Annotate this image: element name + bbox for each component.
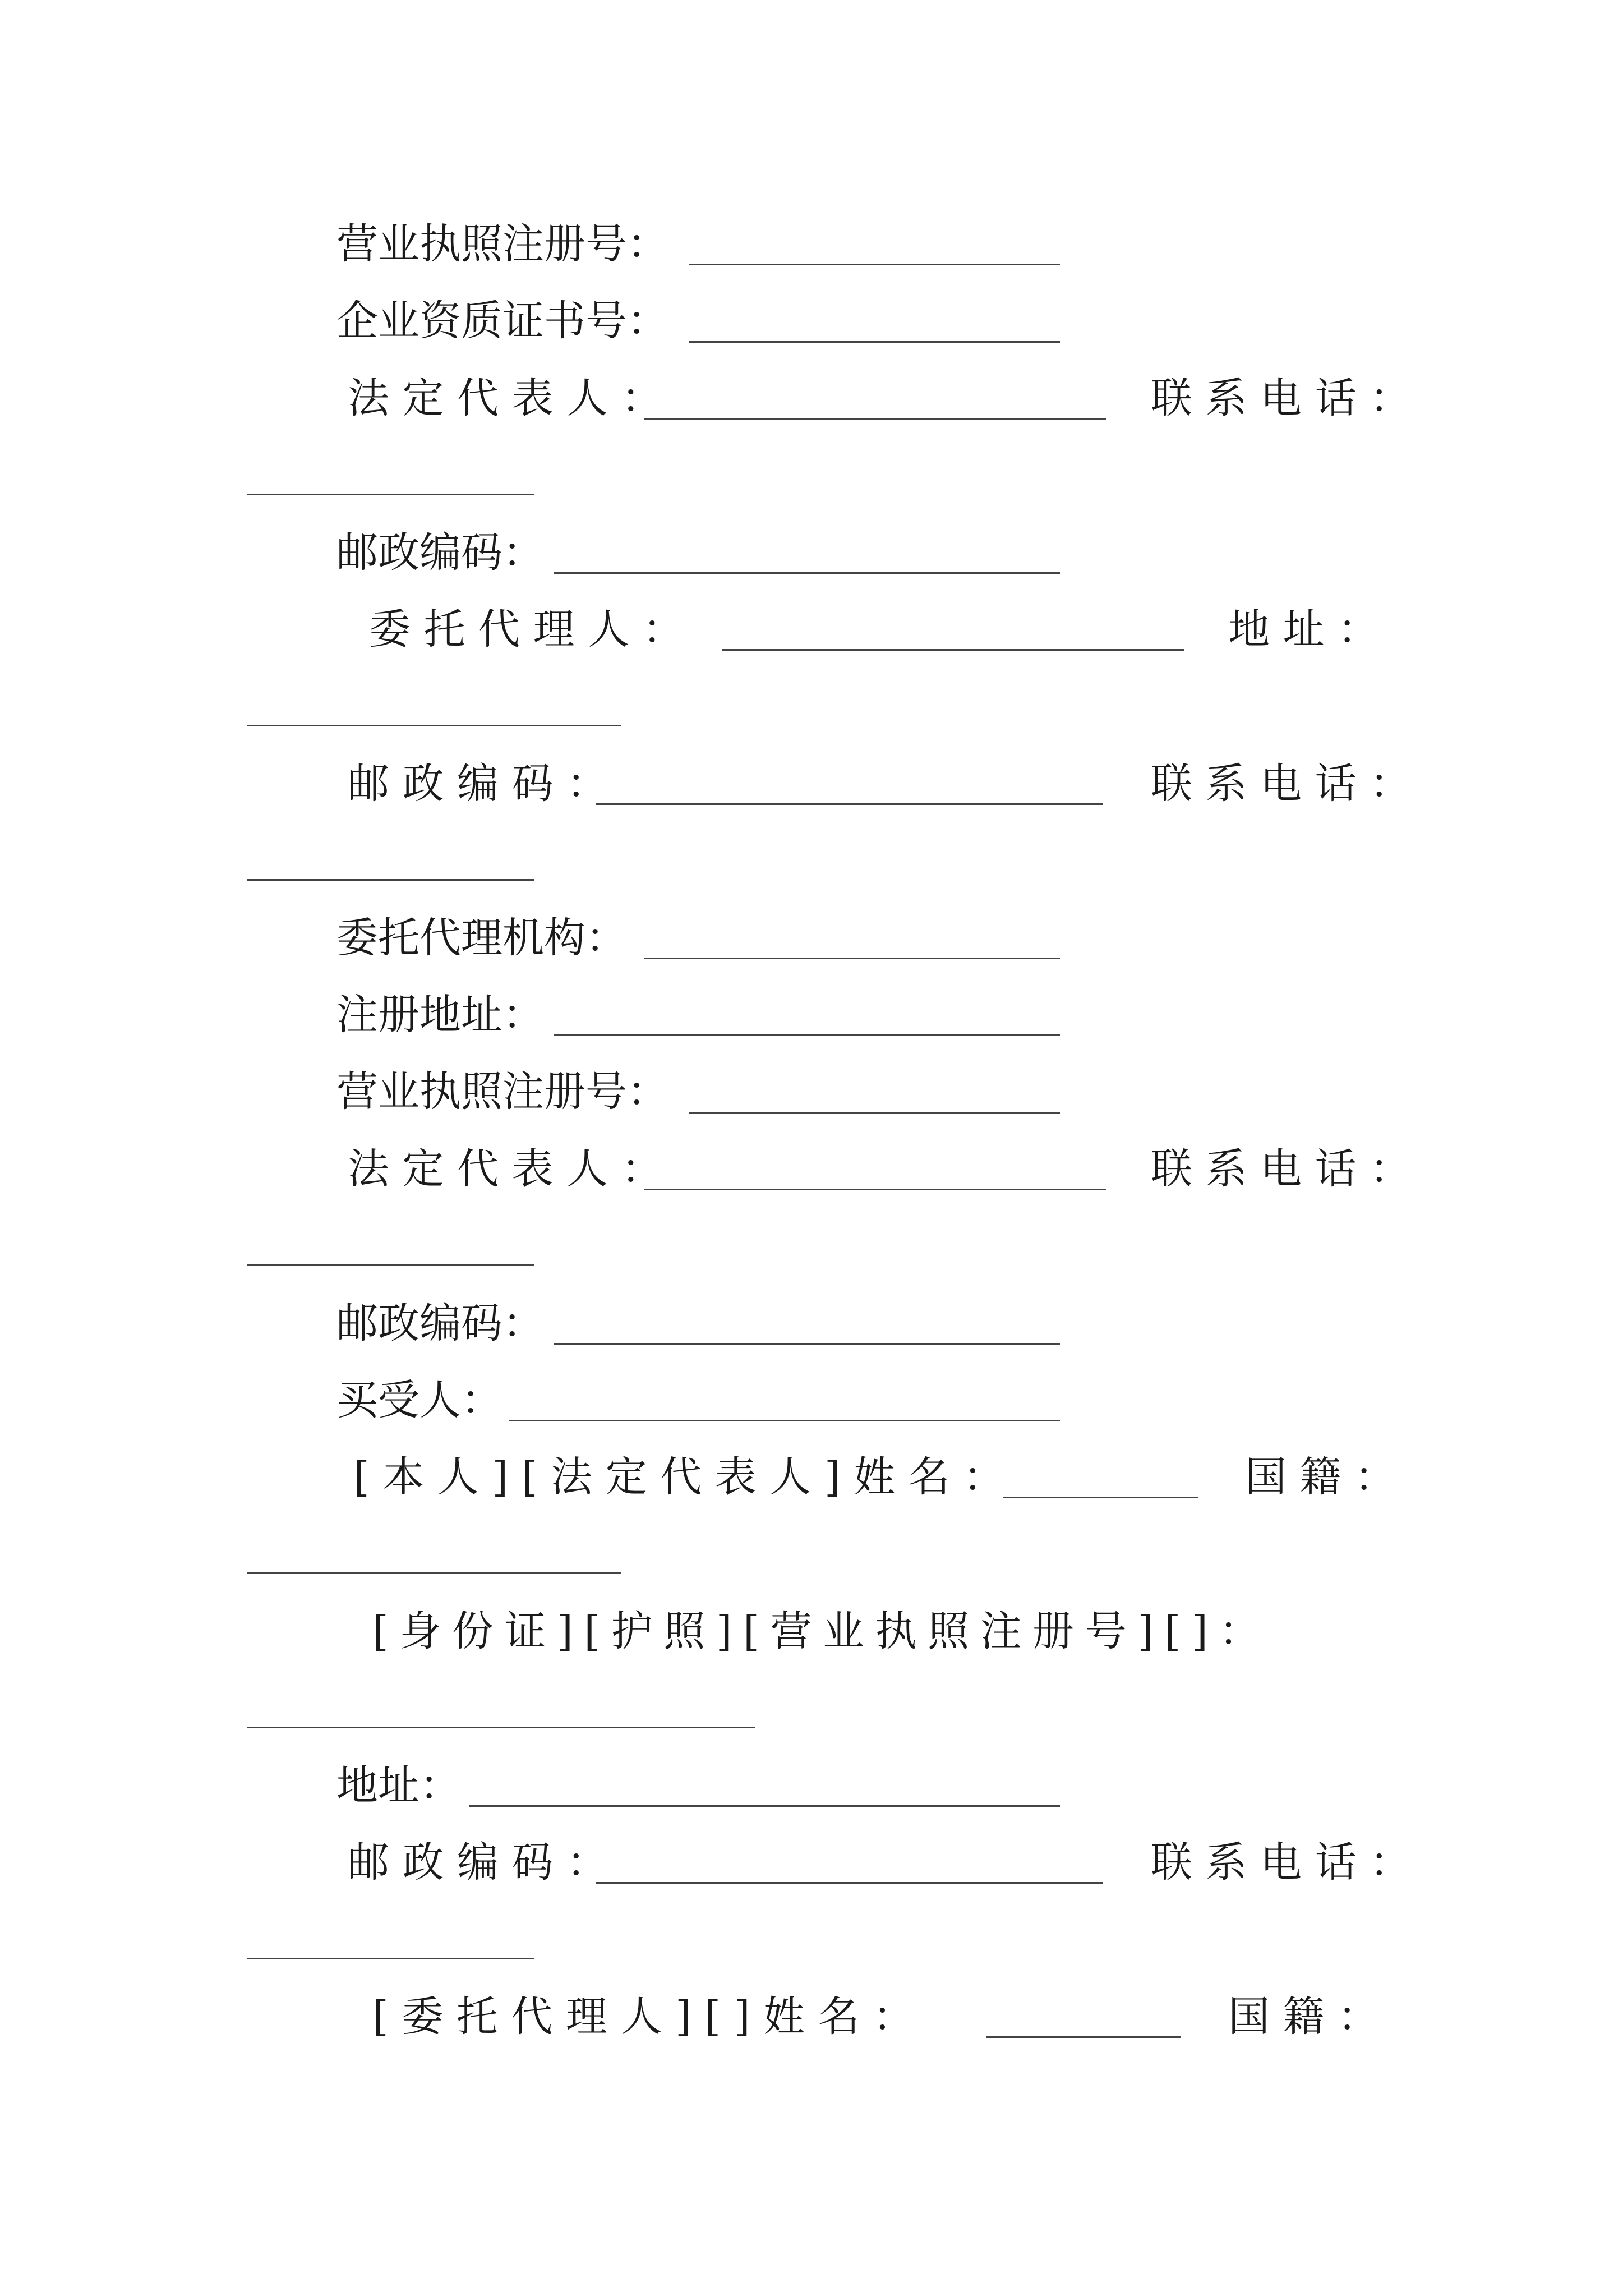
registered-address-field[interactable]	[554, 1034, 1060, 1036]
postal-code-field[interactable]	[554, 1343, 1060, 1345]
registered-address-label: 注册地址：	[336, 991, 544, 1039]
postal-code-label: 邮政编码：	[336, 528, 544, 577]
postal-code-field[interactable]	[554, 572, 1060, 574]
phone-label: 联 系 电 话 ：	[1151, 374, 1412, 422]
agent-label: 委 托 代 理 人 ：	[369, 605, 684, 654]
address-field[interactable]	[469, 1805, 1060, 1807]
phone-field[interactable]	[247, 1264, 534, 1266]
phone-field[interactable]	[247, 879, 534, 881]
phone-label: 联 系 电 话 ：	[1151, 1838, 1412, 1887]
buyer-label: 买受人：	[336, 1376, 502, 1424]
legal-representative-label: 法 定 代 表 人 ：	[348, 1145, 663, 1193]
nationality-label: 国 籍 ：	[1228, 1993, 1380, 2041]
postal-code-label: 邮政编码：	[336, 1299, 544, 1347]
business-license-number-label: 营业执照注册号：	[336, 1068, 668, 1116]
qualification-certificate-label: 企业资质证书号：	[336, 297, 668, 345]
agent-field[interactable]	[722, 649, 1184, 651]
business-license-number-field[interactable]	[689, 1112, 1060, 1114]
nationality-label: 国 籍 ：	[1245, 1453, 1396, 1501]
phone-label: 联 系 电 话 ：	[1151, 760, 1412, 808]
postal-code-field[interactable]	[596, 1882, 1103, 1884]
address-label: 地 址 ：	[1228, 605, 1380, 654]
phone-label: 联 系 电 话 ：	[1151, 1145, 1412, 1193]
phone-field[interactable]	[247, 1958, 534, 1959]
legal-representative-field[interactable]	[644, 1189, 1106, 1190]
agent-name-field[interactable]	[986, 2036, 1181, 2038]
agency-field[interactable]	[644, 958, 1060, 959]
business-license-number-field[interactable]	[689, 264, 1060, 265]
postal-code-field[interactable]	[596, 803, 1103, 805]
id-number-field[interactable]	[247, 1727, 755, 1728]
postal-code-label: 邮 政 编 码 ：	[348, 1838, 608, 1887]
agent-name-label: [ 委 托 代 理 人 ] [ ] 姓 名 ：	[372, 1993, 915, 2041]
legal-representative-field[interactable]	[644, 418, 1106, 420]
agency-label: 委托代理机构：	[336, 914, 627, 962]
legal-representative-label: 法 定 代 表 人 ：	[348, 374, 663, 422]
nationality-field[interactable]	[247, 1572, 621, 1574]
name-label: [ 本 人 ] [ 法 定 代 表 人 ] 姓 名 ：	[353, 1453, 1005, 1501]
buyer-field[interactable]	[509, 1420, 1060, 1421]
qualification-certificate-field[interactable]	[689, 341, 1060, 343]
business-license-number-label: 营业执照注册号：	[336, 220, 668, 268]
phone-field[interactable]	[247, 494, 534, 495]
name-field[interactable]	[1003, 1497, 1198, 1498]
address-label: 地址：	[336, 1761, 461, 1810]
address-field[interactable]	[247, 725, 621, 726]
postal-code-label: 邮 政 编 码 ：	[348, 760, 608, 808]
id-type-label: [ 身 份 证 ] [ 护 照 ] [ 营 业 执 照 注 册 号 ] [ ] ：	[372, 1607, 1260, 1655]
